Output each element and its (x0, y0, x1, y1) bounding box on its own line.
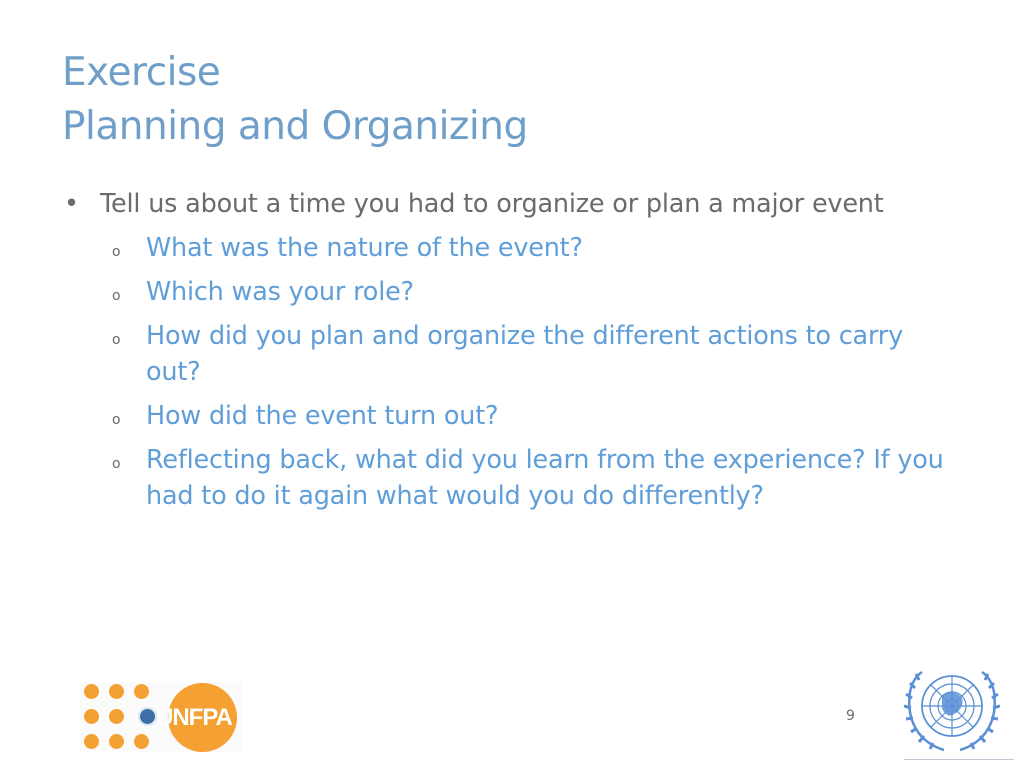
slide-content (60, 186, 965, 522)
title-line-1: Exercise (62, 50, 221, 95)
sub-bullet-text: Which was your role? (146, 277, 414, 307)
logo-dot (84, 734, 99, 749)
sub-bullet (112, 318, 965, 390)
sub-bullet (112, 398, 965, 434)
slide-title (62, 46, 528, 154)
logo-dot (134, 734, 149, 749)
sub-bullet-marker-icon: o (112, 288, 121, 304)
sub-bullet-text: How did you plan and organize the different actions to carry out? (146, 321, 903, 387)
sub-bullet-text: What was the nature of the event? (146, 233, 583, 263)
sub-bullet (112, 274, 965, 310)
unfpa-logo-text: UNFPA (156, 704, 232, 731)
sub-bullet-list (60, 230, 965, 514)
sub-bullet-marker-icon: o (112, 456, 121, 472)
bullet-dot-icon: • (64, 189, 79, 219)
logo-dot (134, 684, 149, 699)
sub-bullet-marker-icon: o (112, 412, 121, 428)
logo-dot (109, 734, 124, 749)
logo-dot (84, 709, 99, 724)
sub-bullet-text: Reflecting back, what did you learn from the experience? If you had to do it again what would you do differently? (146, 445, 944, 511)
logo-dot (109, 684, 124, 699)
sub-bullet-text: How did the event turn out? (146, 401, 499, 431)
sub-bullet (112, 230, 965, 266)
footer-divider (904, 759, 1014, 760)
sub-bullet-marker-icon: o (112, 332, 121, 348)
logo-dot (84, 684, 99, 699)
globe-icon (138, 707, 157, 726)
main-bullet-text: Tell us about a time you had to organize or plan a major event (100, 189, 884, 219)
page-number: 9 (846, 708, 855, 724)
sub-bullet (112, 442, 965, 514)
un-emblem-icon (904, 668, 1000, 754)
title-line-2: Planning and Organizing (62, 104, 528, 149)
main-bullet (60, 186, 965, 222)
sub-bullet-marker-icon: o (112, 244, 121, 260)
logo-dot (109, 709, 124, 724)
unfpa-logo-icon (80, 682, 242, 752)
